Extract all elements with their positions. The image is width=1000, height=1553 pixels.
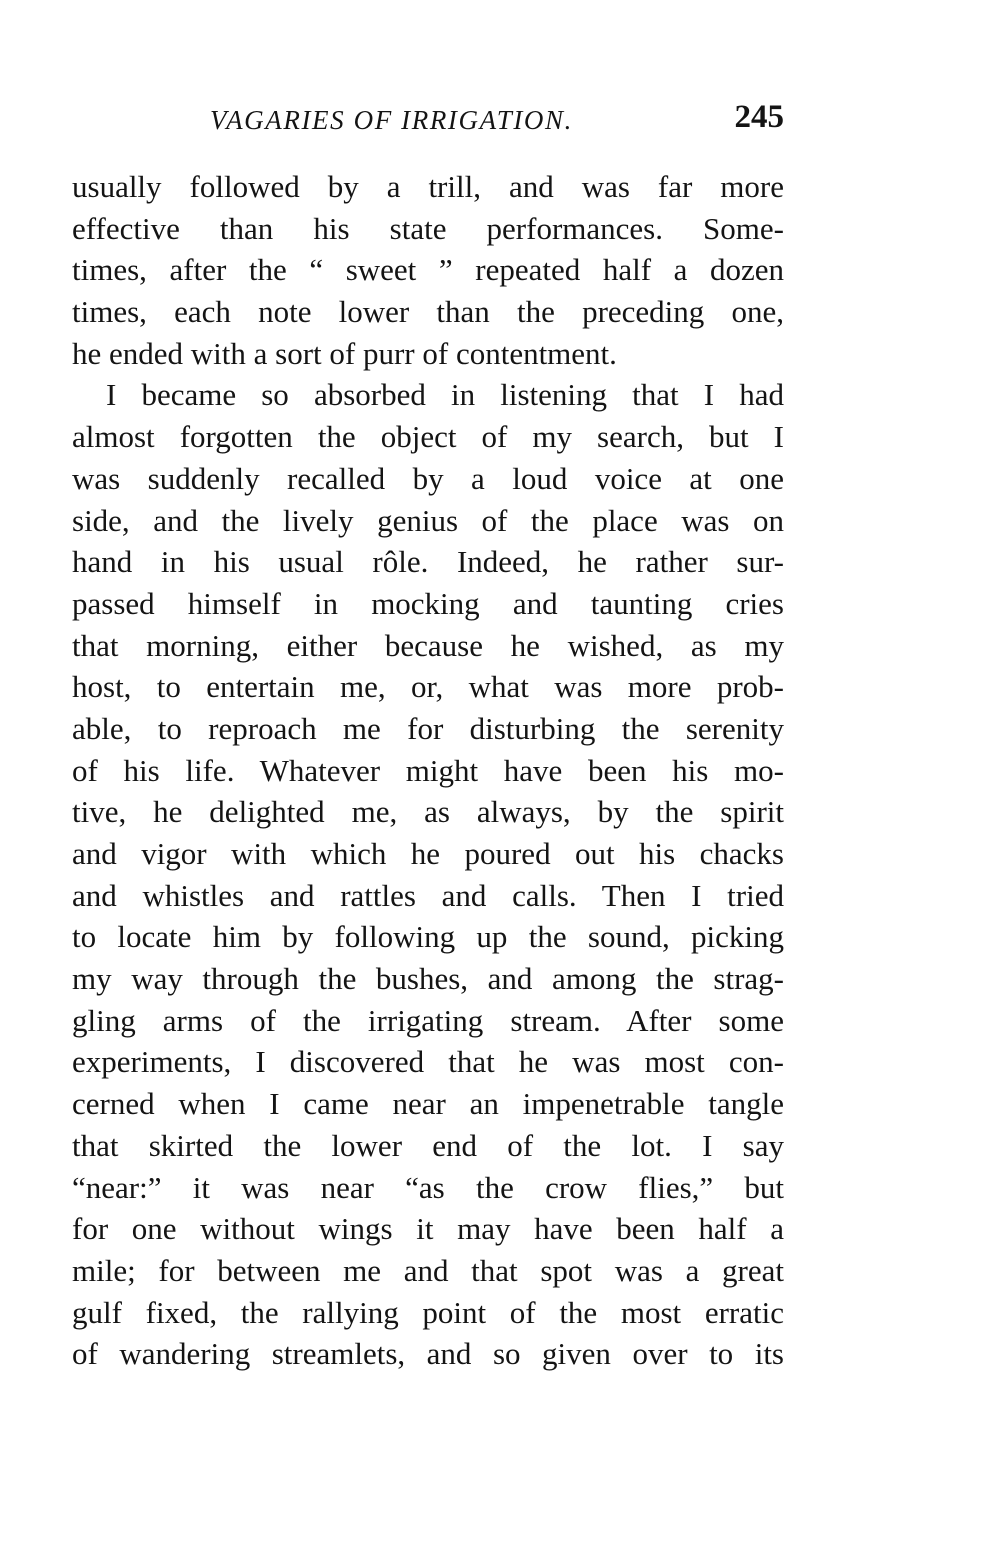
- running-title: VAGARIES OF IRRIGATION.: [210, 105, 573, 135]
- text-line: gling arms of the irrigating stream. After some: [72, 1002, 784, 1038]
- text-line: hand in his usual rôle. Indeed, he rather sur-: [72, 544, 784, 580]
- text-line: usually followed by a trill, and was far more: [72, 169, 784, 204]
- text-line: and whistles and rattles and calls. Then I tried: [72, 877, 784, 913]
- text-line: effective than his state performances. Some-: [72, 210, 784, 246]
- text-line: he ended with a sort of purr of contentment.: [72, 335, 617, 371]
- page-number: 245: [734, 99, 784, 135]
- text-line: that morning, either because he wished, as my: [72, 627, 784, 663]
- text-line: of wandering streamlets, and so given over to its: [72, 1336, 784, 1372]
- text-line: cerned when I came near an impenetrable tangle: [72, 1086, 784, 1122]
- text-line: host, to entertain me, or, what was more prob-: [72, 669, 784, 705]
- text-line: my way through the bushes, and among the strag-: [72, 961, 784, 997]
- text-line: of his life. Whatever might have been his mo-: [72, 752, 784, 788]
- text-line: to locate him by following up the sound, picking: [72, 919, 784, 955]
- text-line: gulf fixed, the rallying point of the most erratic: [72, 1294, 784, 1330]
- body-text: [72, 166, 784, 1375]
- text-line: passed himself in mocking and taunting cries: [72, 585, 784, 621]
- text-line: “near:” it was near “as the crow flies,” but: [72, 1169, 784, 1205]
- text-line: mile; for between me and that spot was a great: [72, 1252, 784, 1288]
- text-line: was suddenly recalled by a loud voice at one: [72, 460, 784, 496]
- text-line: side, and the lively genius of the place was on: [72, 502, 784, 538]
- text-line: times, after the “ sweet ” repeated half a dozen: [72, 252, 784, 288]
- running-head: [72, 98, 784, 142]
- text-line: and vigor with which he poured out his chacks: [72, 836, 784, 871]
- text-line: almost forgotten the object of my search, but I: [72, 419, 784, 455]
- text-line: that skirted the lower end of the lot. I say: [72, 1127, 784, 1163]
- text-line: for one without wings it may have been half a: [72, 1211, 784, 1247]
- text-line: tive, he delighted me, as always, by the spirit: [72, 794, 784, 830]
- text-line: experiments, I discovered that he was most con-: [72, 1044, 784, 1080]
- paragraph-first-line: I became so absorbed in listening that I had: [106, 377, 784, 413]
- text-line: times, each note lower than the preceding one,: [72, 294, 784, 330]
- text-line: able, to reproach me for disturbing the serenity: [72, 710, 784, 746]
